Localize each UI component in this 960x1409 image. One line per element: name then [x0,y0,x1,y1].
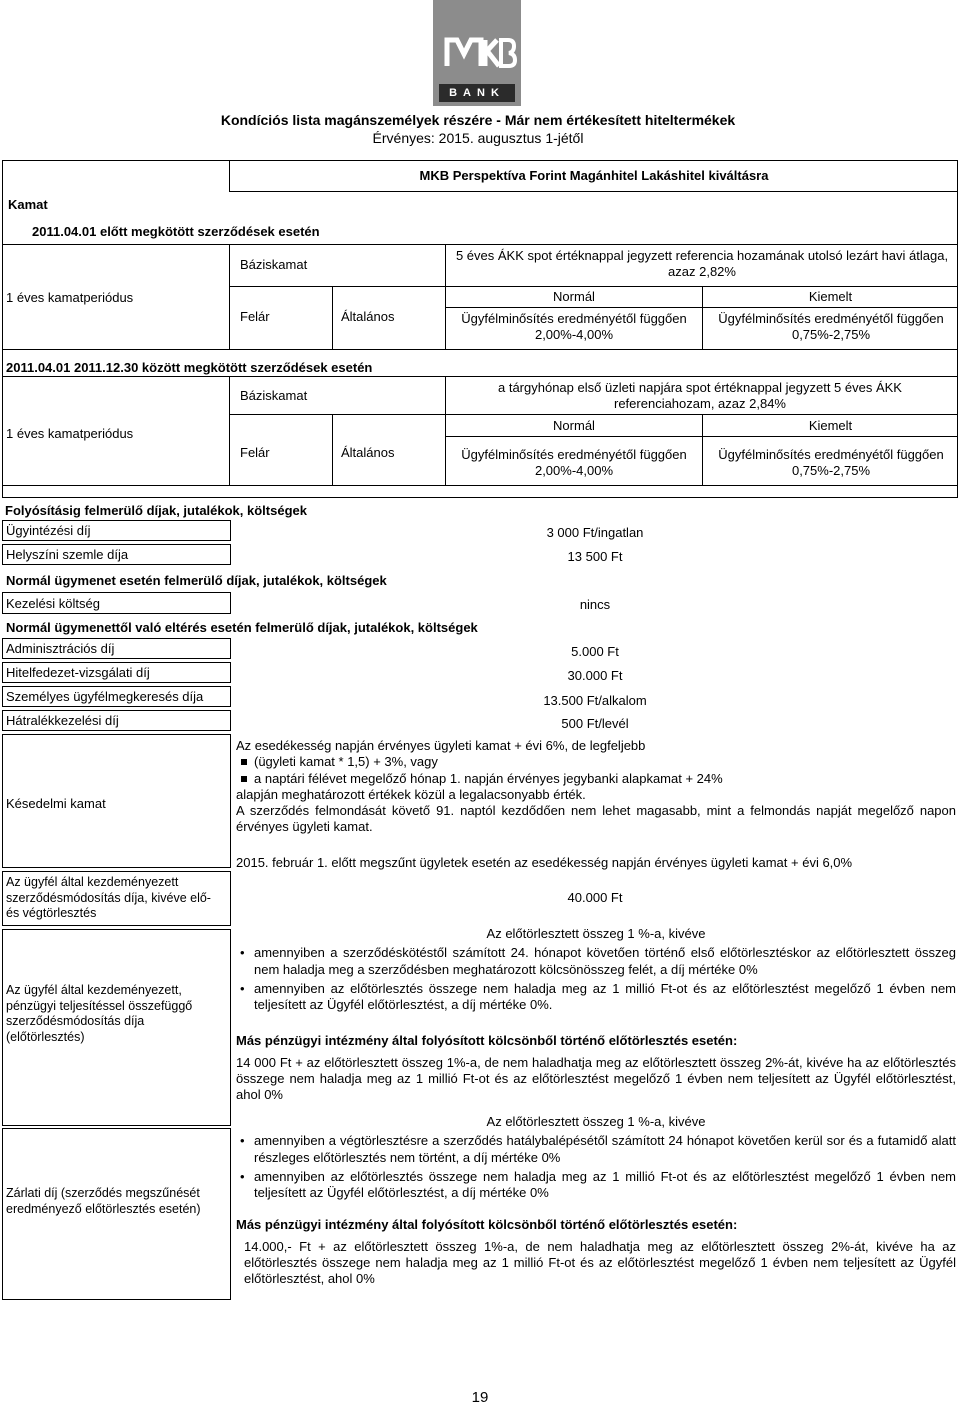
closing-label: Zárlati díj (szerződés megszűnését eredményező előtörlesztés esetén) [6,1186,201,1216]
section2-title: 2011.04.01 2011.12.30 között megkötött szerződések esetén [6,360,373,375]
valid-from: Érvényes: 2015. augusztus 1-jétől [372,130,584,146]
contract-mod-value: 40.000 Ft [567,890,623,905]
fee-value: 30.000 Ft [567,668,623,683]
kamat-label: Kamat [8,197,48,212]
late-bullet: a naptári félévet megelőző hónap 1. napján érvényes jegybanki alapkamat + 24% [236,771,956,787]
prepay-other-head: Más pénzügyi intézmény által folyósított kölcsönből történő előtörlesztés esetén: [236,1033,738,1049]
product-name: MKB Perspektíva Forint Magánhitel Lakáshitel kiváltásra [419,168,769,183]
fees2-heading: Normál ügymenet esetén felmerülő díjak, jutalékok, költségek [6,573,387,588]
s2-baziskamat-value: a tárgyhónap első üzleti napjára spot értéknappal jegyzett 5 éves ÁKK referenciahozam, azaz 2,84% [498,380,902,412]
fee-label: Hátralékkezelési díj [6,713,119,728]
late-cap: A szerződés felmondását követő 91. naptól kezdődően nem lehet magasabb, mint a felmondás napját megelőző napon érvényes ügyleti kamat. [236,803,956,835]
s1-baziskamat: Báziskamat [240,257,308,272]
fee-label: Ügyintézési díj [6,523,91,538]
s1-normal-value: Ügyfélminősítés eredményétől függően 2,00%-4,00% [461,311,687,343]
s2-kiemelt-value: Ügyfélminősítés eredményétől függően 0,75%-2,75% [718,447,944,479]
fee-value: 500 Ft/levél [561,716,629,731]
late-after: alapján meghatározott értékek közül a legalacsonyabb érték. [236,786,586,802]
fee-label: Adminisztrációs díj [6,641,115,656]
mkb-logo-mark [433,0,521,82]
late-old: 2015. február 1. előtt megszűnt ügyletek esetén az esedékesség napján érvényes ügyleti kamat + évi 6,0% [236,855,853,870]
s2-period: 1 éves kamatperiódus [6,426,134,441]
s2-kiemelt: Kiemelt [808,418,853,433]
late-label: Késedelmi kamat [6,796,106,811]
fee-label: Személyes ügyfélmegkeresés díja [6,689,204,704]
page-number: 19 [471,1389,489,1406]
late-intro: Az esedékesség napján érvényes ügyleti kamat + évi 6%, de legfeljebb [236,738,646,753]
late-bullet: (ügyleti kamat * 1,5) + 3%, vagy [236,754,956,770]
closing-details [236,1114,956,1287]
section1-title: 2011.04.01 előtt megkötött szerződések esetén [32,224,320,239]
s1-altalanos: Általános [341,309,395,324]
mkb-logo [433,0,521,106]
s1-felar: Felár [240,309,270,324]
s2-altalanos: Általános [341,445,395,460]
s1-baziskamat-value: 5 éves ÁKK spot értéknappal jegyzett referencia hozamának utolsó lezárt havi átlaga, azaz 2,82% [455,248,949,280]
fee-value: nincs [579,597,611,612]
s1-kiemelt-value: Ügyfélminősítés eredményétől függően 0,75%-2,75% [718,311,944,343]
prepay-other-text: 14 000 Ft + az előtörlesztett összeg 1%-a, de nem haladhatja meg az előtörlesztett összeg 2%-át, kivéve ha az előtörlesztés összege nem haladja meg az 1 millió Ft-ot és az előtörlesztést megelőző 1 évben nem teljesített az Ügyfél előtörlesztést, ahol 0% [236,1054,956,1102]
prepay-head: Az előtörlesztett összeg 1 %-a, kivéve [486,926,706,941]
prepay-details [236,926,956,1103]
closing-bullet: • amennyiben az előtörlesztés összege nem haladja meg az 1 millió Ft-ot és az előtörlesztést megelőző 1 évben nem teljesített az Ügyfél előtörlesztést, a díj mértéke 0% [236,1169,956,1202]
s2-felar: Felár [240,445,270,460]
s2-normal: Normál [553,418,595,433]
mkb-logo-bank: BANK [439,84,515,102]
prepay-label: Az ügyfél által kezdeményezett, pénzügyi teljesítéssel összefüggő szerződésmódosítás díja (előtörlesztés) [6,983,193,1044]
s1-normal: Normál [553,289,595,304]
page-title: Kondíciós lista magánszemélyek részére - Már nem értékesített hiteltermékek [220,112,736,128]
s2-normal-value: Ügyfélminősítés eredményétől függően 2,00%-4,00% [461,447,687,479]
fee-label: Hitelfedezet-vizsgálati díj [6,665,150,680]
s1-kiemelt: Kiemelt [808,289,853,304]
fee-value: 13.500 Ft/alkalom [543,693,647,708]
fees1-heading: Folyósításig felmerülő díjak, jutalékok, költségek [5,503,307,518]
prepay-bullet: • amennyiben a szerződéskötéstől számított 24. hónapot követően történő első előtörlesztéskor az előtörlesztett összeg nem haladja meg a szerződésben meghatározott kölcsönösszeg felét, a díj mértéke 0% [236,945,956,978]
fee-value: 3 000 Ft/ingatlan [546,525,644,540]
s2-baziskamat: Báziskamat [240,388,308,403]
fee-value: 5.000 Ft [571,644,619,659]
fee-label: Kezelési költség [6,596,100,611]
fee-label: Helyszíni szemle díja [6,547,129,562]
closing-other-head: Más pénzügyi intézmény által folyósított kölcsönből történő előtörlesztés esetén: [236,1217,738,1233]
contract-mod-label: Az ügyfél által kezdeményezett szerződésmódosítás díja, kivéve elő- és végtörlesztés [6,875,211,921]
prepay-bullet: • amennyiben az előtörlesztés összege nem haladja meg az 1 millió Ft-ot és az előtörlesztést megelőző 1 évben nem teljesített az Ügyfél előtörlesztést, a díj mértéke 0%. [236,981,956,1014]
closing-bullet: • amennyiben a végtörlesztésre a szerződés hatálybalépésétől számított 24 hónapot követően kerül sor és a futamidő alatt részleges előtörlesztés nem történt, a díj mértéke 0% [236,1133,956,1166]
fees3-heading: Normál ügymenettől való eltérés esetén felmerülő díjak, jutalékok, költségek [6,620,478,635]
late-details [236,738,956,836]
s1-period: 1 éves kamatperiódus [6,290,134,305]
closing-other-text: 14.000,- Ft + az előtörlesztett összeg 1%-a, de nem haladhatja meg az előtörlesztett összeg 2%-át, kivéve ha az előtörlesztés összege nem haladja meg az 1 millió Ft-ot és az előtörlesztést megelőző 1 évben nem teljesített az Ügyfél előtörlesztést, ahol 0% [244,1238,956,1286]
fee-value: 13 500 Ft [567,549,623,564]
closing-head: Az előtörlesztett összeg 1 %-a, kivéve [486,1114,706,1129]
